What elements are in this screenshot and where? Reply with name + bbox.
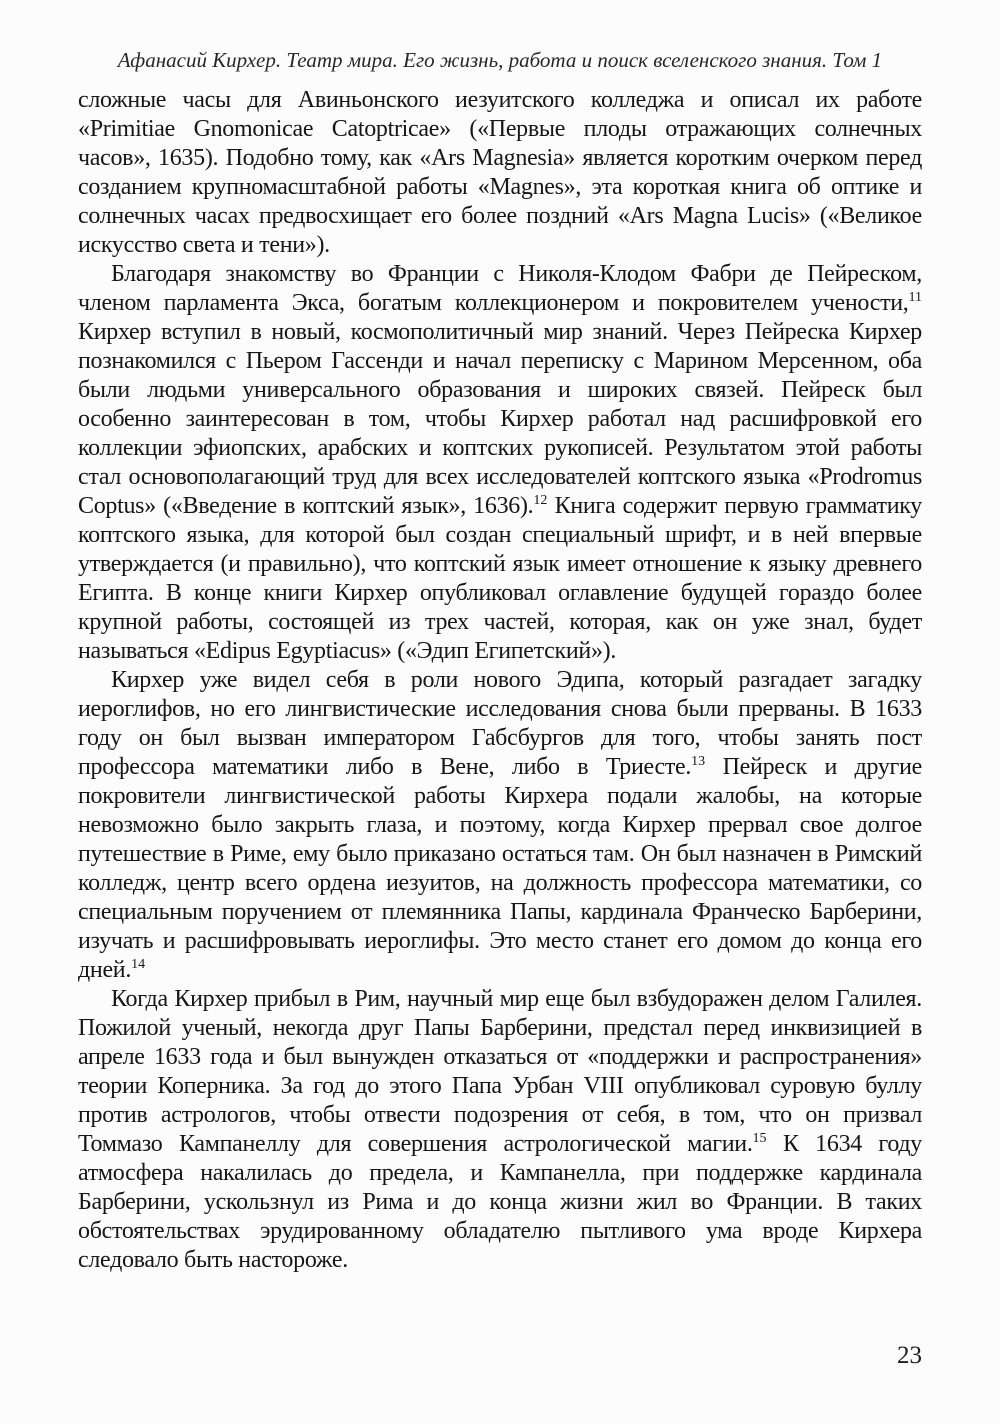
page-number: 23	[897, 1342, 922, 1369]
footnote-ref: 12	[533, 493, 548, 508]
footnote-ref: 11	[908, 290, 922, 305]
paragraph: Когда Кирхер прибыл в Рим, научный мир еще был взбудоражен делом Галилея. Пожилой ученый, некогда друг Папы Барберини, предстал перед инквизицией в апреле 1633 года и был вынужден отказаться от «поддержки и распространения» теории Коперника. За год до этого Папа Урбан VIII опубликовал суровую буллу против астрологов, чтобы отвести подозрения от себя, в том, что он призвал Томмазо Кампанеллу для совершения астрологической магии.$^{15}$ К 1634 году атмосфера накалилась до предела, и Кампанелла, при поддержке кардинала Барберини, ускользнул из Рима и до конца жизни жил во Франции. В таких обстоятельствах эрудированному обладателю пытливого ума вроде Кирхера следовало быть настороже.	[78, 986, 922, 1273]
paragraph: Благодаря знакомству во Франции с Николя-Клодом Фабри де Пейреском, членом парламента Экса, богатым коллекционером и покровителем учености,$^{11}$ Кирхер вступил в новый, космополитичный мир знаний. Через Пейреска Кирхер познакомился с Пьером Гассенди и начал переписку с Марином Мерсенном, оба были людьми универсального образования и широких связей. Пейреск был особенно заинтересован в том, чтобы Кирхер работал над расшифровкой его коллекции эфиопских, арабских и коптских рукописей. Результатом этой работы стал основополагающий труд для всех исследователей коптского языка «Prodromus Coptus» («Введение в коптский язык», 1636).$^{12}$ Книга содержит первую грамматику коптского языка, для которой был создан специальный шрифт, и в ней впервые утверждается (и правильно), что коптский язык имеет отношение к языку древнего Египта. В конце книги Кирхер опубликовал оглавление будущей гораздо более крупной работы, состоящей из трех частей, которая, как он уже знал, будет называться «Edipus Egyptiacus» («Эдип Египетский»).	[78, 261, 922, 664]
running-header: Афанасий Кирхер. Театр мира. Его жизнь, работа и поиск вселенского знания. Том 1	[117, 48, 883, 72]
paragraph: Кирхер уже видел себя в роли нового Эдипа, который разгадает загадку иероглифов, но его лингвистические исследования снова были прерваны. В 1633 году он был вызван императором Габсбургов для того, чтобы занять пост профессора математики либо в Вене, либо в Триесте.$^{13}$ Пейреск и другие покровители лингвистической работы Кирхера подали жалобы, на которые невозможно было закрыть глаза, и поэтому, когда Кирхер прервал свое долгое путешествие в Риме, ему было приказано остаться там. Он был назначен в Римский колледж, центр всего ордена иезуитов, на должность профессора математики, со специальным поручением от племянника Папы, кардинала Франческо Барберини, изучать и расшифровывать иероглифы. Это место станет его домом до конца его дней.$^{14}$	[78, 667, 922, 983]
footnote-ref: 13	[691, 754, 706, 769]
body-text	[78, 86, 922, 1275]
paragraph: сложные часы для Авиньонского иезуитского колледжа и описал их работе «Primitiae Gnomonicae Catoptricae» («Первые плоды отражающих солнечных часов», 1635). Подобно тому, как «Ars Magnesia» является коротким очерком перед созданием крупномасштабной работы «Magnes», эта короткая книга об оптике и солнечных часах предвосхищает его более поздний «Ars Magna Lucis» («Великое искусство света и тени»).	[78, 87, 922, 258]
footnote-ref: 14	[131, 957, 146, 972]
footnote-ref: 15	[752, 1131, 767, 1146]
